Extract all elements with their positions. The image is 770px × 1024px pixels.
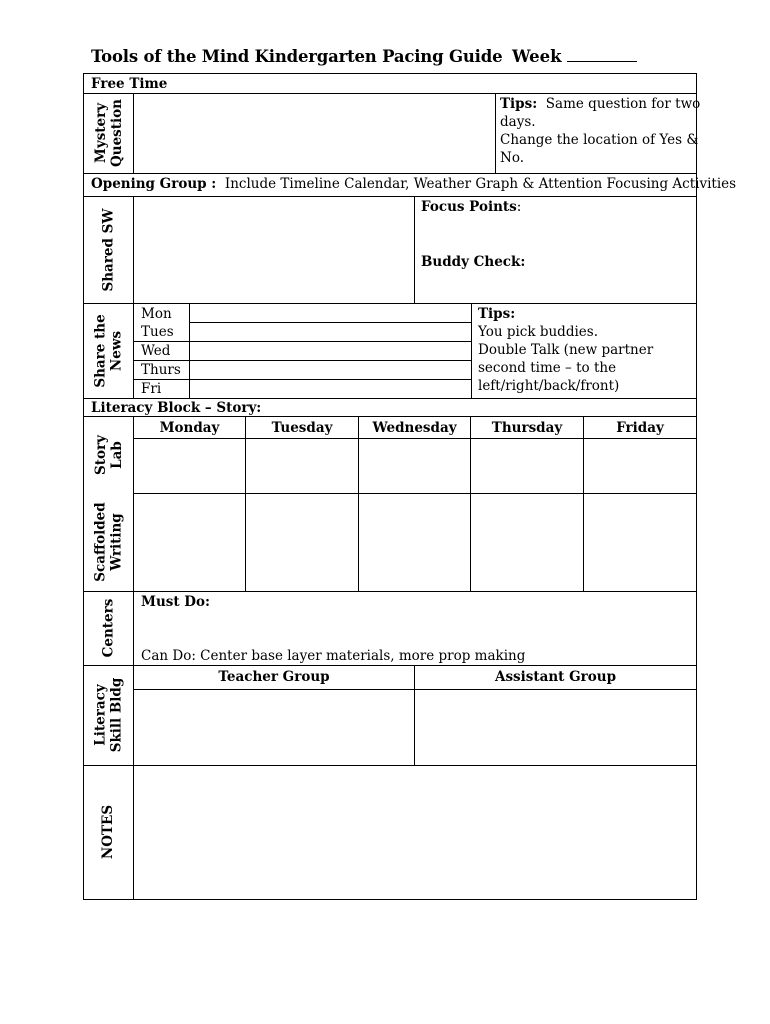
mystery-question-label: Mystery Question — [92, 99, 125, 167]
teacher-group-heading: Teacher Group — [218, 669, 330, 685]
story-lab-monday-cell[interactable] — [134, 439, 245, 493]
free-time-heading: Free Time — [91, 76, 168, 92]
notes-label: NOTES — [100, 804, 117, 860]
share-news-tips: Tips: You pick buddies. Double Talk (new partner second time – to the left/right/back/front) — [478, 306, 654, 394]
news-day-tues: Tues — [141, 324, 174, 340]
scaffolded-writing-label: Scaffolded Writing — [92, 502, 125, 582]
notes-input-area[interactable] — [134, 766, 696, 899]
week-label: Week — [512, 47, 562, 66]
scaffolded-tuesday-cell[interactable] — [246, 494, 358, 591]
day-thursday: Thursday — [491, 420, 563, 436]
page-title: Tools of the Mind Kindergarten Pacing Guide — [91, 47, 503, 66]
can-do-text: Can Do: Center base layer materials, more prop making — [141, 648, 526, 664]
centers-label: Centers — [100, 598, 117, 658]
scaffolded-monday-cell[interactable] — [134, 494, 245, 591]
story-lab-wednesday-cell[interactable] — [359, 439, 470, 493]
buddy-check: Buddy Check: — [421, 254, 526, 270]
mystery-question-input-area[interactable] — [134, 94, 494, 172]
assistant-group-cell[interactable] — [415, 690, 696, 765]
day-friday: Friday — [616, 420, 664, 436]
scaffolded-thursday-cell[interactable] — [471, 494, 583, 591]
news-day-fri: Fri — [141, 381, 162, 397]
scaffolded-wednesday-cell[interactable] — [359, 494, 470, 591]
must-do-label: Must Do: — [141, 594, 210, 610]
week-field — [512, 47, 637, 66]
story-lab-label: Story Lab — [92, 434, 125, 475]
focus-points: Focus Points: — [421, 199, 522, 215]
opening-group-heading: Opening Group : — [91, 176, 217, 192]
literacy-block-heading: Literacy Block – Story: — [91, 400, 262, 416]
assistant-group-heading: Assistant Group — [494, 669, 617, 685]
opening-group-row — [91, 175, 736, 193]
story-lab-friday-cell[interactable] — [584, 439, 696, 493]
day-monday: Monday — [159, 420, 220, 436]
literacy-skill-bldg-label: Literacy Skill Bldg — [92, 677, 125, 753]
news-day-mon: Mon — [141, 306, 172, 322]
story-lab-thursday-cell[interactable] — [471, 439, 583, 493]
week-blank[interactable] — [567, 47, 637, 62]
share-the-news-label: Share the News — [92, 313, 125, 388]
opening-group-text: Include Timeline Calendar, Weather Graph & Attention Focusing Activities — [224, 176, 737, 192]
story-lab-tuesday-cell[interactable] — [246, 439, 358, 493]
shared-sw-input-area[interactable] — [134, 197, 413, 302]
day-wednesday: Wednesday — [372, 420, 457, 436]
news-day-thurs: Thurs — [141, 362, 181, 378]
teacher-group-cell[interactable] — [134, 690, 414, 765]
free-time-tips: Tips: Same question for two days. Change the location of Yes & No. — [500, 96, 701, 166]
shared-sw-label: Shared SW — [100, 207, 117, 292]
day-tuesday: Tuesday — [271, 420, 333, 436]
scaffolded-friday-cell[interactable] — [584, 494, 696, 591]
news-day-wed: Wed — [141, 343, 171, 359]
